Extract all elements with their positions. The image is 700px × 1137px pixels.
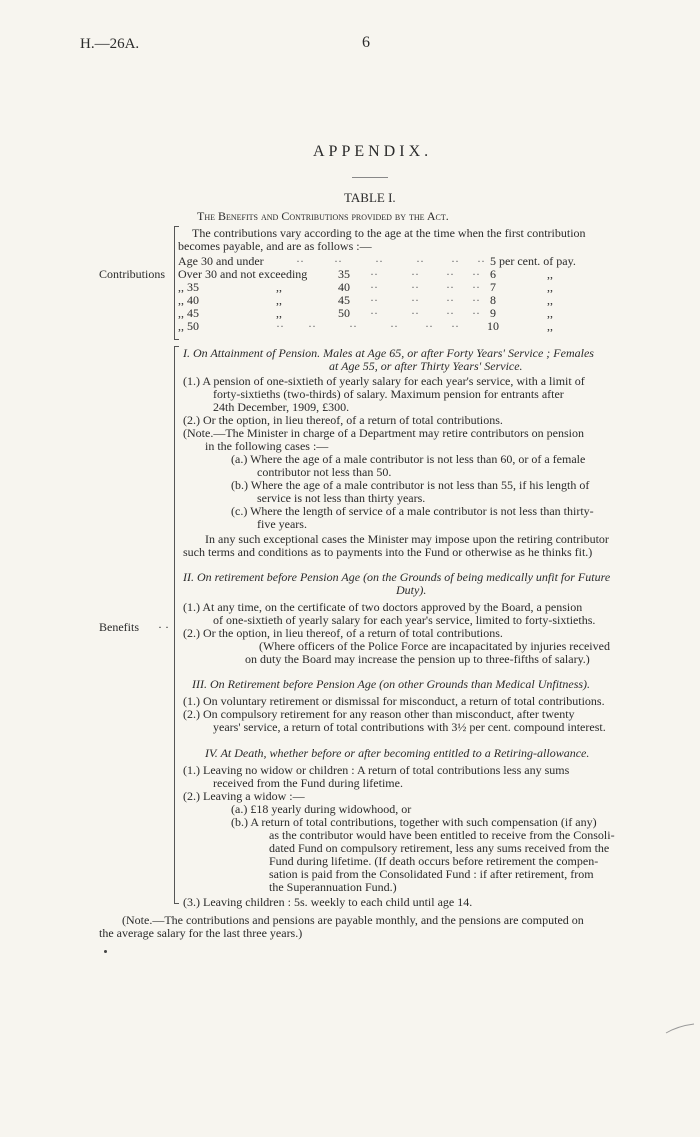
section-2-item-1-cont: of one-sixtieth of yearly salary for each year's service, limited to forty-sixtieths. [213, 613, 596, 627]
section-4-case-b-cont: the Superannuation Fund.) [269, 880, 397, 894]
leader-dots: ·· ·· ·· ·· ·· ·· [276, 319, 459, 333]
section-1-item-1-cont: 24th December, 1909, £300. [213, 400, 350, 414]
section-2-police-note-cont: on duty the Board may increase the pension up to three-fifths of salary.) [245, 652, 590, 666]
benefits-side-dots: · · [158, 620, 169, 634]
section-4-heading: IV. At Death, whether before or after becoming entitled to a Retiring-allowance. [205, 746, 590, 760]
row-age: Age 30 and under [178, 254, 264, 268]
row-age: Over 30 and not exceeding [178, 267, 308, 281]
section-1-note: (Note.—The Minister in charge of a Department may retire contributors on pension [183, 426, 584, 440]
row-ditto: ,, [547, 280, 553, 294]
section-1-item-2: (2.) Or the option, in lieu thereof, of a return of total contributions. [183, 413, 503, 427]
section-2-police-note: (Where officers of the Police Force are incapacitated by injuries received [259, 639, 610, 653]
row-ditto: ,, [547, 293, 553, 307]
leader-dots: ·· ·· ·· ·· [370, 293, 480, 307]
row-age: ,, 35 [178, 280, 199, 294]
section-1-note-cont: in the following cases :— [205, 439, 329, 453]
section-4-case-b-cont: sation is paid from the Consolidated Fund : if after retirement, from [269, 867, 594, 881]
leader-dots: ·· ·· ·· ·· [370, 306, 480, 320]
ink-dot [104, 950, 107, 953]
row-ditto: ,, [547, 306, 553, 320]
section-4-case-b-cont: as the contributor would have been entitled to receive from the Consoli- [269, 828, 615, 842]
title-rule [352, 177, 388, 178]
contributions-side-label: Contributions [99, 267, 166, 281]
footnote: (Note.—The contributions and pensions are payable monthly, and the pensions are computed on [122, 913, 584, 927]
row-age: ,, 50 [178, 319, 199, 333]
row-limit: 35 [338, 267, 350, 281]
row-age: ,, 40 [178, 293, 199, 307]
contributions-intro-line2: becomes payable, and are as follows :— [178, 239, 372, 253]
section-4-case-b: (b.) A return of total contributions, together with such compensation (if any) [231, 815, 597, 829]
section-1-heading: I. On Attainment of Pension. Males at Age 65, or after Forty Years' Service ; Females [183, 346, 594, 360]
row-rate: 8 [490, 293, 496, 307]
row-rate: 9 [490, 306, 496, 320]
section-1-item-1: (1.) A pension of one-sixtieth of yearly salary for each year's service, with a limit of [183, 374, 585, 388]
section-1-case-b-cont: service is not less than thirty years. [257, 491, 426, 505]
section-3-heading: III. On Retirement before Pension Age (on other Grounds than Medical Unfitness). [192, 677, 591, 691]
section-3-item-2-cont: years' service, a return of total contributions with 3½ per cent. compound interest. [213, 720, 606, 734]
section-4-case-b-cont: dated Fund on compulsory retirement, less any sums received from the [269, 841, 610, 855]
section-2-heading-cont: Duty). [396, 583, 427, 597]
section-1-case-a: (a.) Where the age of a male contributor is not less than 60, or of a female [231, 452, 586, 466]
section-1-exceptional-cont: such terms and conditions as to payments into the Fund or otherwise as he thinks fit.) [183, 545, 593, 559]
row-limit: 50 [338, 306, 350, 320]
appendix-title: APPENDIX. [313, 143, 433, 160]
section-4-item-2: (2.) Leaving a widow :— [183, 789, 305, 803]
leader-dots: ·· ·· ·· ·· [370, 267, 480, 281]
section-4-item-1-cont: received from the Fund during lifetime. [213, 776, 403, 790]
section-1-heading-cont: at Age 55, or after Thirty Years' Service. [329, 359, 523, 373]
section-4-case-b-cont: Fund during lifetime. (If death occurs before retirement the compen- [269, 854, 599, 868]
section-1-case-c-cont: five years. [257, 517, 307, 531]
section-4-item-3: (3.) Leaving children : 5s. weekly to each child until age 14. [183, 895, 473, 909]
section-4-case-a: (a.) £18 yearly during widowhood, or [231, 802, 412, 816]
section-1-case-c: (c.) Where the length of service of a male contributor is not less than thirty- [231, 504, 594, 518]
contributions-intro-line1: The contributions vary according to the age at the time when the first contribution [192, 226, 586, 240]
section-1-exceptional: In any such exceptional cases the Minister may impose upon the retiring contributor [205, 532, 609, 546]
row-age: ,, 45 [178, 306, 199, 320]
page-number: 6 [362, 34, 370, 51]
row-ditto: ,, [276, 293, 282, 307]
row-rate: 10 [487, 319, 499, 333]
row-ditto: ,, [547, 319, 553, 333]
section-2-item-1: (1.) At any time, on the certificate of two doctors approved by the Board, a pension [183, 600, 583, 614]
benefits-side-label: Benefits [99, 620, 139, 634]
footnote-cont: the average salary for the last three years.) [99, 926, 303, 940]
section-1-case-a-cont: contributor not less than 50. [257, 465, 392, 479]
table-label: TABLE I. [344, 190, 396, 205]
section-3-item-1: (1.) On voluntary retirement or dismissal for misconduct, a return of total contributions. [183, 694, 605, 708]
row-ditto: ,, [547, 267, 553, 281]
section-2-item-2: (2.) Or the option, in lieu thereof, of a return of total contributions. [183, 626, 503, 640]
section-1-item-1-cont: forty-sixtieths (two-thirds) of salary. Maximum pension for entrants after [213, 387, 564, 401]
benefits-brace [174, 346, 179, 904]
section-4-item-1: (1.) Leaving no widow or children : A return of total contributions less any sums [183, 763, 570, 777]
row-ditto: ,, [276, 306, 282, 320]
table-subtitle: The Benefits and Contributions provided by the Act. [197, 209, 449, 223]
section-1-case-b: (b.) Where the age of a male contributor is not less than 55, if his length of [231, 478, 590, 492]
margin-scratch [664, 1022, 696, 1036]
row-limit: 40 [338, 280, 350, 294]
row-ditto: ,, [276, 280, 282, 294]
leader-dots: ·· ·· ·· ·· [370, 280, 480, 294]
row-rate: 7 [490, 280, 496, 294]
document-reference: H.—26A. [80, 36, 140, 52]
row-rate: 5 per cent. of pay. [490, 254, 576, 268]
section-2-heading: II. On retirement before Pension Age (on the Grounds of being medically unfit for Future [183, 570, 611, 584]
row-rate: 6 [490, 267, 496, 281]
leader-dots: ·· ·· ·· ·· ·· ·· [296, 254, 485, 268]
section-3-item-2: (2.) On compulsory retirement for any reason other than misconduct, after twenty [183, 707, 575, 721]
row-limit: 45 [338, 293, 350, 307]
